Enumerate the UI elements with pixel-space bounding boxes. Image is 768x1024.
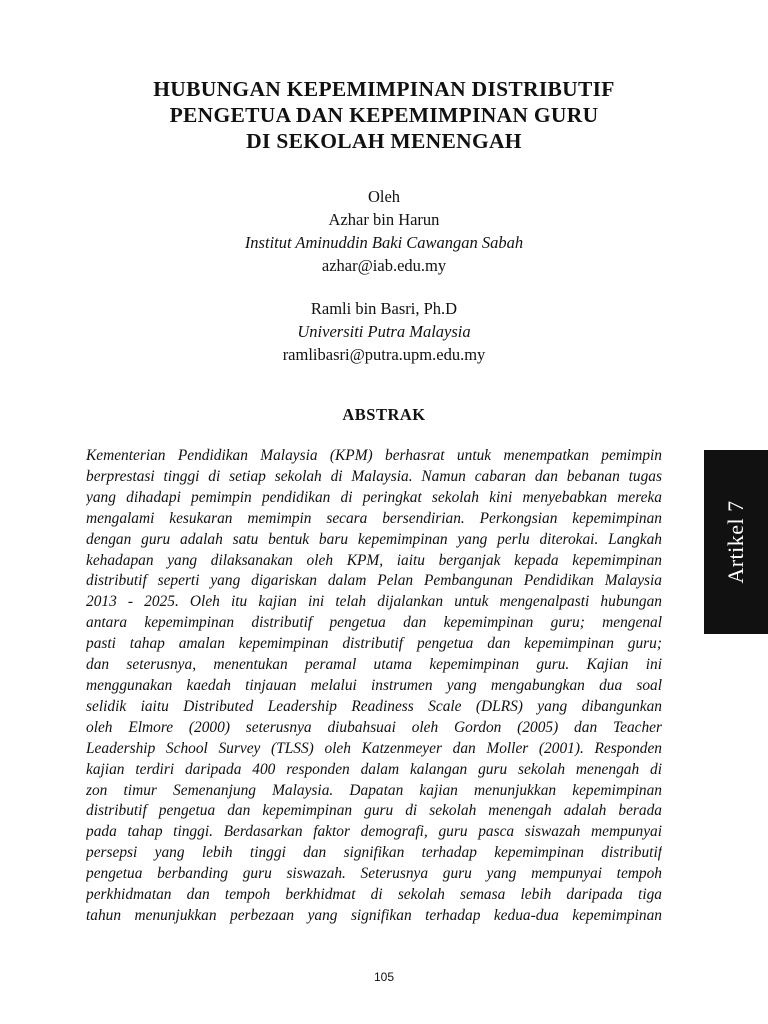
author-affiliation: Institut Aminuddin Baki Cawangan Sabah — [244, 233, 524, 252]
abstract-line: pasti tahap amalan kepemimpinan distributif pengetua dan kepemimpinan guru; — [86, 635, 662, 653]
abstract-line: dengan guru adalah satu bentuk baru kepemimpinan yang perlu diterokai. Langkah — [86, 530, 662, 548]
abstract-line: selidik iaitu Distributed Leadership Readiness Scale (DLRS) yang dibangunkan — [86, 697, 662, 715]
author-email: ramlibasri@putra.upm.edu.my — [282, 345, 486, 364]
title-line: PENGETUA DAN KEPEMIMPINAN GURU — [169, 103, 599, 127]
author-affiliation: Universiti Putra Malaysia — [297, 322, 471, 341]
abstract-line: oleh Elmore (2000) seterusnya diubahsuai oleh Gordon (2005) dan Teacher — [86, 718, 662, 736]
article-title — [0, 76, 768, 154]
abstract-line: distributif seperti yang digariskan dalam Pelan Pembangunan Pendidikan Malaysia — [86, 572, 662, 590]
abstract-line: berprestasi tinggi di setiap sekolah di Malaysia. Namun cabaran dan bebanan tugas — [86, 467, 662, 485]
abstract-line: yang dihadapi pemimpin pendidikan di peringkat sekolah kini menyebabkan mereka — [86, 488, 662, 506]
page-number: 105 — [373, 970, 395, 984]
abstract-line: 2013 - 2025. Oleh itu kajian ini telah dijalankan untuk mengenalpasti hubungan — [86, 593, 662, 611]
abstract-line: perkhidmatan dan tempoh berkhidmat di sekolah semasa lebih daripada tiga — [86, 886, 662, 904]
title-line: DI SEKOLAH MENENGAH — [246, 129, 522, 153]
abstract-body — [86, 446, 662, 927]
abstract-line: pengetua berbanding guru siswazah. Seterusnya guru yang mempunyai tempoh — [86, 865, 662, 883]
title-line: HUBUNGAN KEPEMIMPINAN DISTRIBUTIF — [153, 77, 615, 101]
article-side-tab-label: Artikel 7 — [723, 500, 748, 584]
abstract-line: antara kepemimpinan distributif pengetua dan kepemimpinan guru; mengenal — [86, 614, 662, 632]
abstract-line: kehadapan yang dilaksanakan oleh KPM, iaitu berganjak kepada kepemimpinan — [86, 551, 662, 569]
author-spacer — [0, 277, 768, 297]
abstract-line: Leadership School Survey (TLSS) oleh Katzenmeyer dan Moller (2001). Responden — [86, 739, 662, 757]
abstract-line: mengalami kesukaran memimpin secara bersendirian. Perkongsian kepemimpinan — [86, 509, 662, 527]
abstract-line: pada tahap tinggi. Berdasarkan faktor demografi, guru pasca siswazah mempunyai — [86, 823, 662, 841]
abstract-line: zon timur Semenanjung Malaysia. Dapatan kajian menunjukkan kepemimpinan — [86, 781, 662, 799]
abstract-line: distributif pengetua dan kepemimpinan guru di sekolah menengah adalah berada — [86, 802, 662, 820]
abstract-line: persepsi yang lebih tinggi dan signifikan terhadap kepemimpinan distributif — [86, 844, 662, 862]
abstract-line: kajian terdiri daripada 400 responden dalam kalangan guru sekolah menengah di — [86, 760, 662, 778]
byline: Oleh — [367, 187, 401, 206]
author-name: Azhar bin Harun — [328, 210, 440, 229]
abstract-line: dan seterusnya, menentukan peramal utama kepemimpinan guru. Kajian ini — [86, 656, 662, 674]
abstract-line: Kementerian Pendidikan Malaysia (KPM) berhasrat untuk menempatkan pemimpin — [86, 447, 662, 464]
author-block — [0, 185, 768, 366]
abstract-heading: ABSTRAK — [342, 405, 426, 424]
abstract-line: tahun menunjukkan perbezaan yang signifikan terhadap kedua-dua kepemimpinan — [86, 906, 662, 924]
author-name: Ramli bin Basri, Ph.D — [310, 299, 458, 318]
abstract-line: menggunakan kaedah tinjauan melalui instrumen yang mengabungkan dua soal — [86, 676, 662, 694]
article-side-tab — [704, 450, 768, 634]
author-email: azhar@iab.edu.my — [321, 256, 447, 275]
